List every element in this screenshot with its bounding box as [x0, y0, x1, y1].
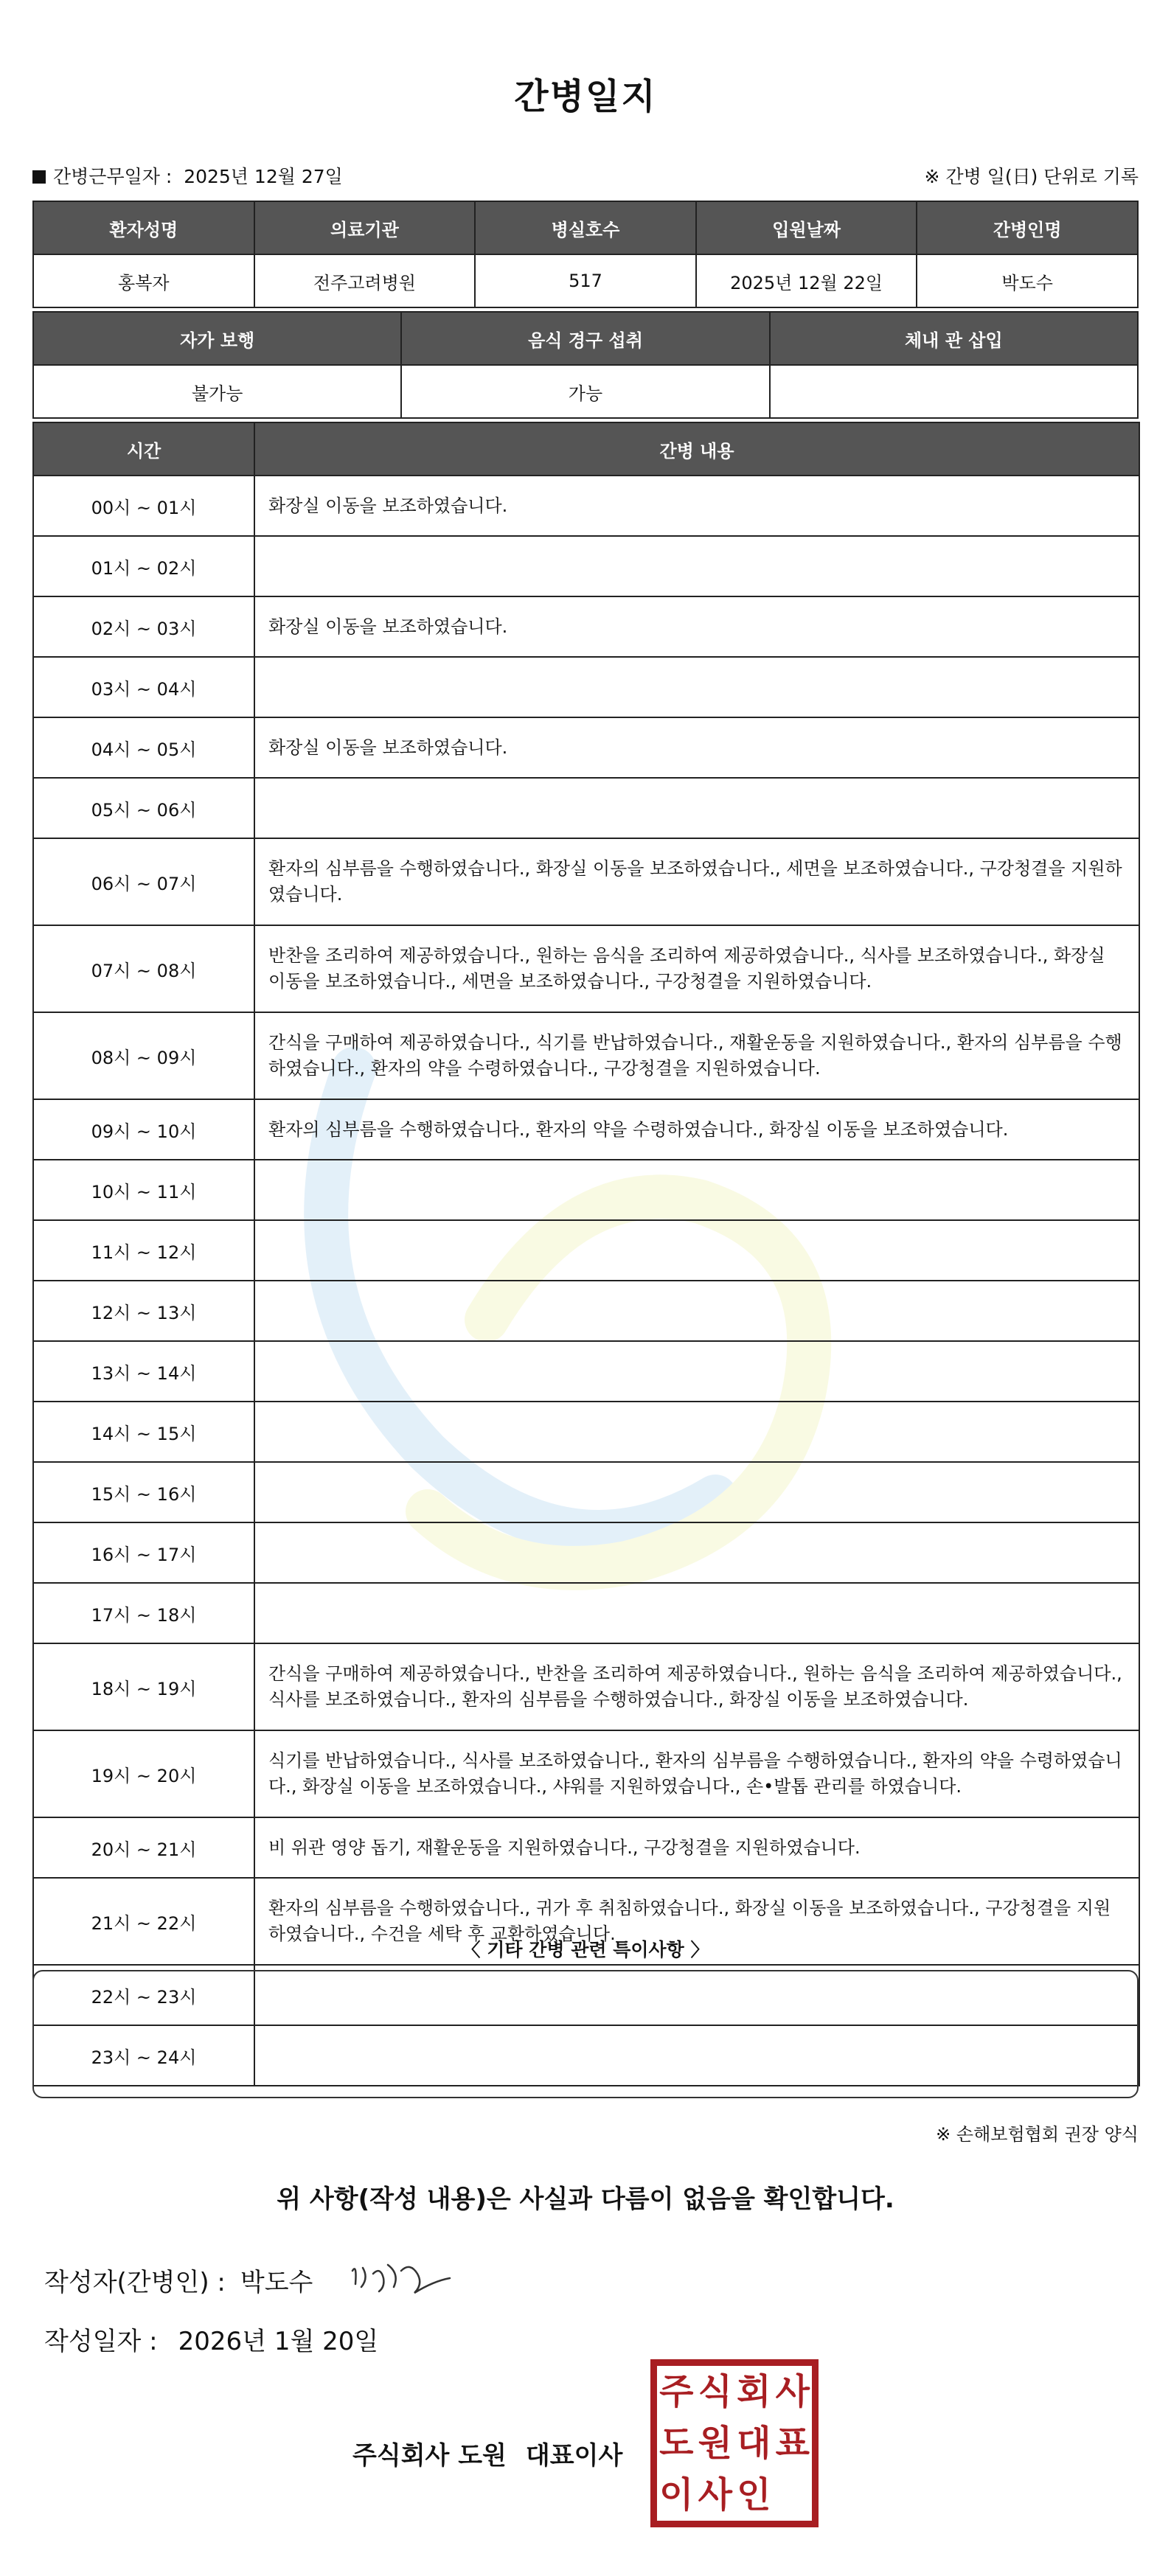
written-date-value: 2026년 1월 20일 [178, 2327, 379, 2356]
header-oral-intake: 음식 경구 섭취 [401, 312, 769, 365]
care-content [254, 1402, 1139, 1462]
care-content [254, 1583, 1139, 1643]
unit-note: ※ 간병 일(日) 단위로 기록 [924, 166, 1139, 187]
table-row [33, 1341, 1139, 1402]
written-date-line [44, 2321, 378, 2357]
table-row [33, 925, 1139, 1012]
care-content: 화장실 이동을 보조하였습니다. [254, 476, 1139, 536]
written-date-label: 작성일자 : [44, 2327, 158, 2356]
time-slot: 12시 ~ 13시 [33, 1281, 254, 1341]
care-content: 식기를 반납하였습니다., 식사를 보조하였습니다., 환자의 심부름을 수행하였습니다., 환자의 약을 수령하였습니다., 화장실 이동을 보조하였습니다., 샤워를 지원하였습니다., 손•발톱 관리를 하였습니다. [254, 1730, 1139, 1817]
hospital: 전주고려병원 [254, 254, 476, 307]
time-slot: 03시 ~ 04시 [33, 657, 254, 717]
document-title: 간병일지 [514, 76, 657, 117]
time-slot: 06시 ~ 07시 [33, 838, 254, 925]
table-row [33, 1643, 1139, 1730]
care-content: 화장실 이동을 보조하였습니다. [254, 717, 1139, 778]
oral-intake-value: 가능 [401, 365, 769, 418]
time-slot: 10시 ~ 11시 [33, 1160, 254, 1220]
care-content: 환자의 심부름을 수행하였습니다., 화장실 이동을 보조하였습니다., 세면을 보조하였습니다., 구강청결을 지원하였습니다. [254, 838, 1139, 925]
care-content [254, 657, 1139, 717]
writer-label: 작성자(간병인) : [44, 2268, 226, 2297]
caregiver-name: 박도수 [917, 254, 1138, 307]
table-row [33, 1583, 1139, 1643]
care-content [254, 1220, 1139, 1281]
care-content: 비 위관 영양 돕기, 재활운동을 지원하였습니다., 구강청결을 지원하였습니다. [254, 1817, 1139, 1878]
header-care-content: 간병 내용 [254, 422, 1139, 476]
square-bullet-icon [32, 170, 46, 184]
time-slot: 22시 ~ 23시 [33, 1965, 254, 2025]
care-content [254, 1160, 1139, 1220]
time-slot: 21시 ~ 22시 [33, 1878, 254, 1965]
tube-insertion-value [770, 365, 1138, 418]
time-slot: 08시 ~ 09시 [33, 1012, 254, 1099]
table-row [33, 1817, 1139, 1878]
admission-date: 2025년 12월 22일 [696, 254, 917, 307]
time-slot: 01시 ~ 02시 [33, 536, 254, 596]
header-tube-insertion: 체내 관 삽입 [770, 312, 1138, 365]
care-log-table [32, 422, 1140, 2086]
table-row [33, 778, 1139, 838]
table-row [33, 596, 1139, 657]
care-content: 화장실 이동을 보조하였습니다. [254, 596, 1139, 657]
time-slot: 00시 ~ 01시 [33, 476, 254, 536]
care-content [254, 1341, 1139, 1402]
header-self-walking: 자가 보행 [33, 312, 401, 365]
table-row [33, 1462, 1139, 1522]
table-row [33, 1730, 1139, 1817]
header-room: 병실호수 [475, 201, 696, 254]
work-date-label: 간병근무일자 : [53, 166, 173, 187]
header-hospital: 의료기관 [254, 201, 476, 254]
table-row [33, 536, 1139, 596]
table-row [33, 1522, 1139, 1583]
self-walking-value: 불가능 [33, 365, 401, 418]
care-content: 반찬을 조리하여 제공하였습니다., 원하는 음식을 조리하여 제공하였습니다., 식사를 보조하였습니다., 화장실 이동을 보조하였습니다., 세면을 보조하였습니다., 구강청결을 지원하였습니다. [254, 925, 1139, 1012]
time-slot: 17시 ~ 18시 [33, 1583, 254, 1643]
room-number: 517 [475, 254, 696, 307]
care-content: 환자의 심부름을 수행하였습니다., 귀가 후 취침하였습니다., 화장실 이동을 보조하였습니다., 구강청결을 지원하였습니다., 수건을 세탁 후 교환하였습니다. [254, 1878, 1139, 1965]
table-row [33, 1281, 1139, 1341]
table-row [33, 1402, 1139, 1462]
time-slot: 13시 ~ 14시 [33, 1341, 254, 1402]
company-seal-stamp: 주 식 회 사 도 원 대 표 이 사 인 [650, 2359, 819, 2527]
patient-info-table [32, 201, 1139, 308]
time-slot: 05시 ~ 06시 [33, 778, 254, 838]
time-slot: 04시 ~ 05시 [33, 717, 254, 778]
confirmation-statement: 위 사항(작성 내용)은 사실과 다름이 없음을 확인합니다. [277, 2185, 894, 2214]
time-slot: 16시 ~ 17시 [33, 1522, 254, 1583]
work-date [32, 162, 343, 189]
time-slot: 19시 ~ 20시 [33, 1730, 254, 1817]
table-row [33, 1220, 1139, 1281]
time-slot: 02시 ~ 03시 [33, 596, 254, 657]
table-row [33, 657, 1139, 717]
writer-line [44, 2262, 313, 2298]
time-slot: 07시 ~ 08시 [33, 925, 254, 1012]
patient-name: 홍복자 [33, 254, 254, 307]
care-content: 간식을 구매하여 제공하였습니다., 식기를 반납하였습니다., 재활운동을 지원하였습니다., 환자의 심부름을 수행하였습니다., 환자의 약을 수령하였습니다., 구강청결을 지원하였습니다. [254, 1012, 1139, 1099]
header-admission-date: 입원날짜 [696, 201, 917, 254]
care-content [254, 1522, 1139, 1583]
status-table [32, 311, 1139, 419]
header-caregiver: 간병인명 [917, 201, 1138, 254]
recommendation-note: ※ 손해보험협회 권장 양식 [936, 2124, 1139, 2145]
company-title: 대표이사 [525, 2441, 623, 2471]
care-content: 간식을 구매하여 제공하였습니다., 반찬을 조리하여 제공하였습니다., 원하는 음식을 조리하여 제공하였습니다., 식사를 보조하였습니다., 환자의 심부름을 수행하였습니다., 화장실 이동을 보조하였습니다. [254, 1643, 1139, 1730]
care-content [254, 1462, 1139, 1522]
table-row [33, 476, 1139, 536]
table-row [33, 1099, 1139, 1160]
table-row [33, 1012, 1139, 1099]
header-patient-name: 환자성명 [33, 201, 254, 254]
other-notes-box [32, 1970, 1139, 2098]
company-line [352, 2435, 622, 2471]
time-slot: 20시 ~ 21시 [33, 1817, 254, 1878]
signature-image [347, 2249, 457, 2308]
time-slot: 11시 ~ 12시 [33, 1220, 254, 1281]
time-slot: 18시 ~ 19시 [33, 1643, 254, 1730]
table-row [33, 1160, 1139, 1220]
care-content: 환자의 심부름을 수행하였습니다., 환자의 약을 수령하였습니다., 화장실 이동을 보조하였습니다. [254, 1099, 1139, 1160]
care-content [254, 536, 1139, 596]
time-slot: 09시 ~ 10시 [33, 1099, 254, 1160]
work-date-value: 2025년 12월 27일 [184, 166, 343, 187]
other-notes-title: 〈 기타 간병 관련 특이사항 〉 [462, 1939, 709, 1960]
table-row [33, 717, 1139, 778]
company-name: 주식회사 도원 [352, 2441, 507, 2471]
table-row [33, 838, 1139, 925]
time-slot: 15시 ~ 16시 [33, 1462, 254, 1522]
care-content [254, 1281, 1139, 1341]
time-slot: 14시 ~ 15시 [33, 1402, 254, 1462]
writer-name: 박도수 [240, 2268, 313, 2297]
time-slot: 23시 ~ 24시 [33, 2025, 254, 2086]
info-line [32, 162, 1139, 187]
header-time: 시간 [33, 422, 254, 476]
care-content [254, 778, 1139, 838]
